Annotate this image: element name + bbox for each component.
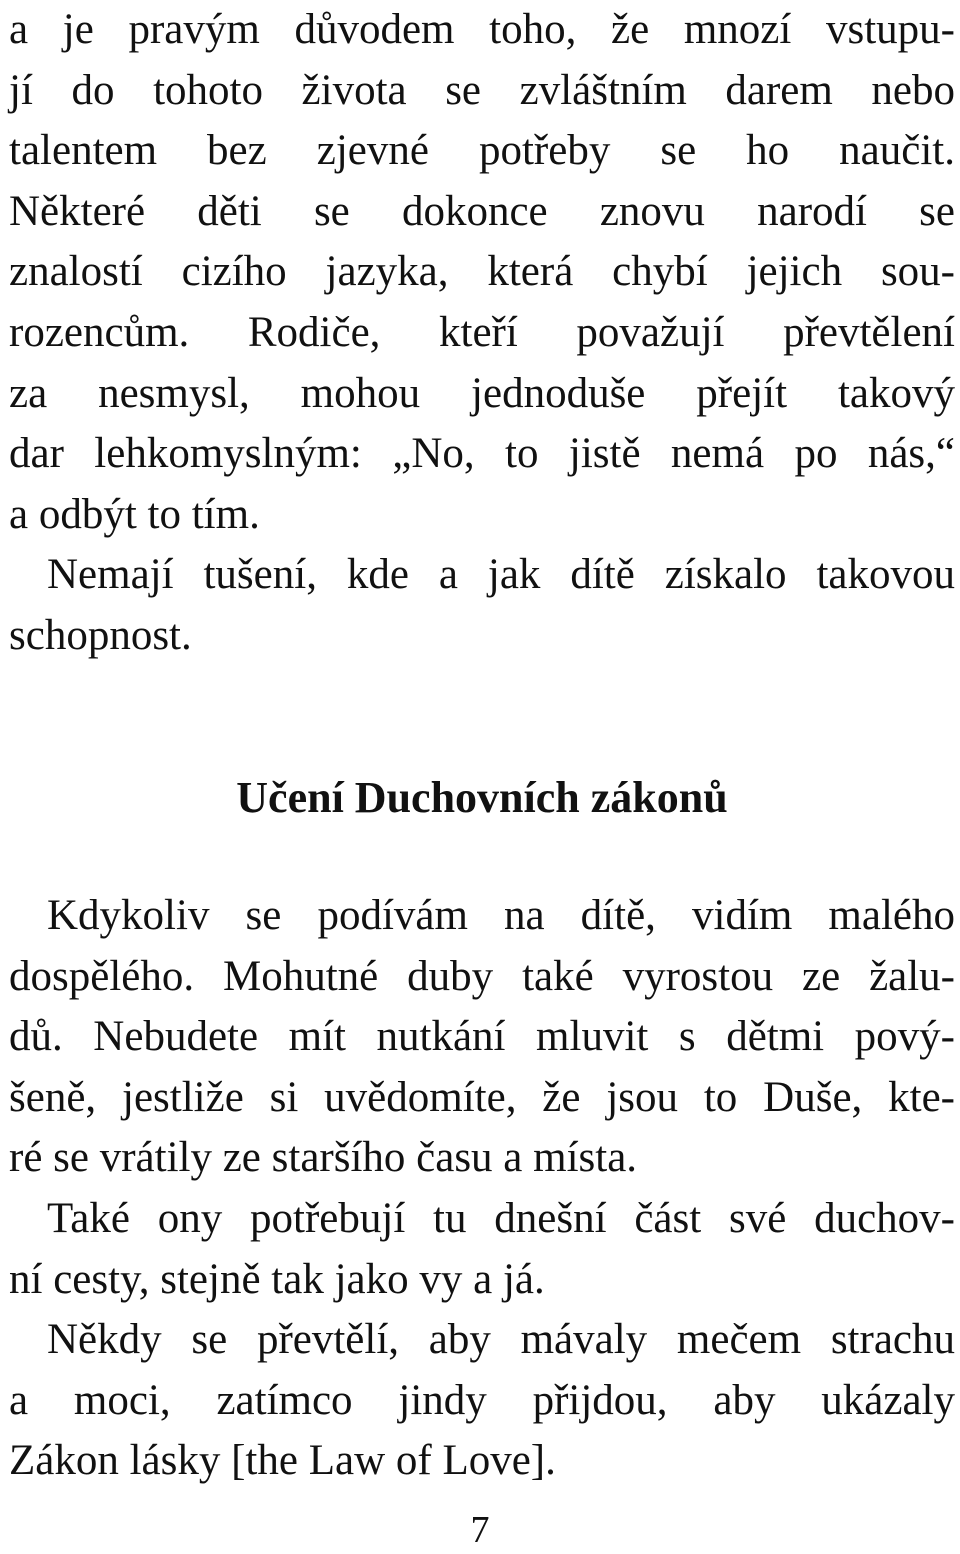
text-line: ré se vrátily ze staršího času a místa. xyxy=(9,1134,638,1182)
text-line: dů. Nebudete mít nutkání mluvit s dětmi pový- xyxy=(9,1013,955,1061)
text-line: šeně, jestliže si uvědomíte, že jsou to Duše, kte- xyxy=(9,1073,955,1121)
text-line: Některé děti se dokonce znovu narodí se xyxy=(9,187,955,235)
text-line: talentem bez zjevné potřeby se ho naučit. xyxy=(9,127,955,175)
text-line: za nesmysl, mohou jednoduše přejít takový xyxy=(9,369,955,417)
text-line: schopnost. xyxy=(9,611,192,659)
text-line: jí do tohoto života se zvláštním darem nebo xyxy=(9,66,955,114)
text-line: znalostí cizího jazyka, která chybí jejich sou- xyxy=(9,248,955,296)
paragraph-spiritual-laws xyxy=(9,886,955,1492)
text-line: Někdy se převtělí, aby mávaly mečem strachu xyxy=(47,1316,955,1364)
text-line: a moci, zatímco jindy přijdou, aby ukázaly xyxy=(9,1376,955,1424)
text-line: Kdykoliv se podívám na dítě, vidím malého xyxy=(47,892,955,939)
text-line: Zákon lásky [the Law of Love]. xyxy=(9,1437,556,1485)
text-line: a odbýt to tím. xyxy=(9,490,260,538)
paragraph-reincarnation-gifts xyxy=(9,0,955,667)
page-content xyxy=(9,0,955,1485)
text-line: dospělého. Mohutné duby také vyrostou ze žalu- xyxy=(9,952,955,1000)
text-line: ní cesty, stejně tak jako vy a já. xyxy=(9,1255,545,1303)
page-number: 7 xyxy=(470,1509,490,1551)
text-line: dar lehkomyslným: „No, to jistě nemá po nás,“ xyxy=(9,430,955,478)
text-line: Také ony potřebují tu dnešní část své duchov- xyxy=(47,1194,955,1242)
section-heading: Učení Duchovních zákonů xyxy=(236,773,728,822)
text-line: rozencům. Rodiče, kteří považují převtělení xyxy=(9,308,955,356)
text-line: a je pravým důvodem toho, že mnozí vstupu- xyxy=(9,6,955,53)
text-line: Nemají tušení, kde a jak dítě získalo takovou xyxy=(47,551,955,599)
